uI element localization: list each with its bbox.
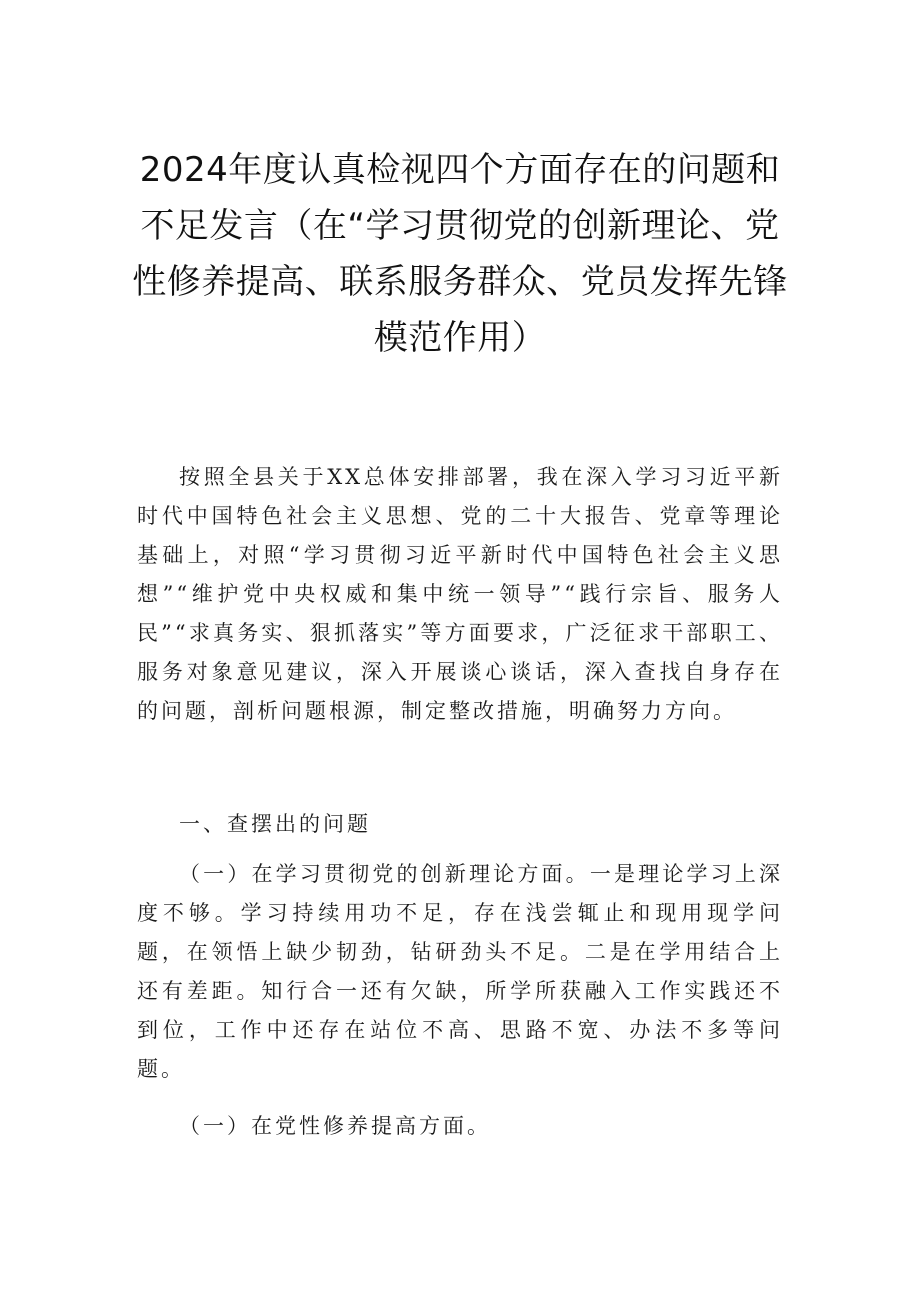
section-heading-problems: 一、查摆出的问题: [179, 812, 371, 836]
intro-paragraph: 按照全县关于XX总体安排部署，我在深入学习习近平新时代中国特色社会主义思想、党的二十大报告、党章等理论基础上，对照“学习贯彻习近平新时代中国特色社会主义思想”“维护党中央权威和集中统一领导”“践行宗旨、服务人民”“求真务实、狠抓落实”等方面要求，广泛征求干部职工、服务对象意见建议，深入开展谈心谈话，深入查找自身存在的问题，剖析问题根源，制定整改措施，明确努力方向。: [137, 465, 783, 723]
document-title: 2024年度认真检视四个方面存在的问题和不足发言（在“学习贯彻党的创新理论、党性修养提高、联系服务群众、党员发挥先锋模范作用）: [132, 150, 788, 358]
paragraph-party-spirit: （一）在党性修养提高方面。: [179, 1114, 491, 1138]
paragraph-innovation-theory: （一）在学习贯彻党的创新理论方面。一是理论学习上深度不够。学习持续用功不足，存在浅尝辄止和现用现学问题，在领悟上缺少韧劲，钻研劲头不足。二是在学用结合上还有差距。知行合一还有欠缺，所学所获融入工作实践还不到位，工作中还存在站位不高、思路不宽、办法不多等问题。: [137, 862, 783, 1081]
